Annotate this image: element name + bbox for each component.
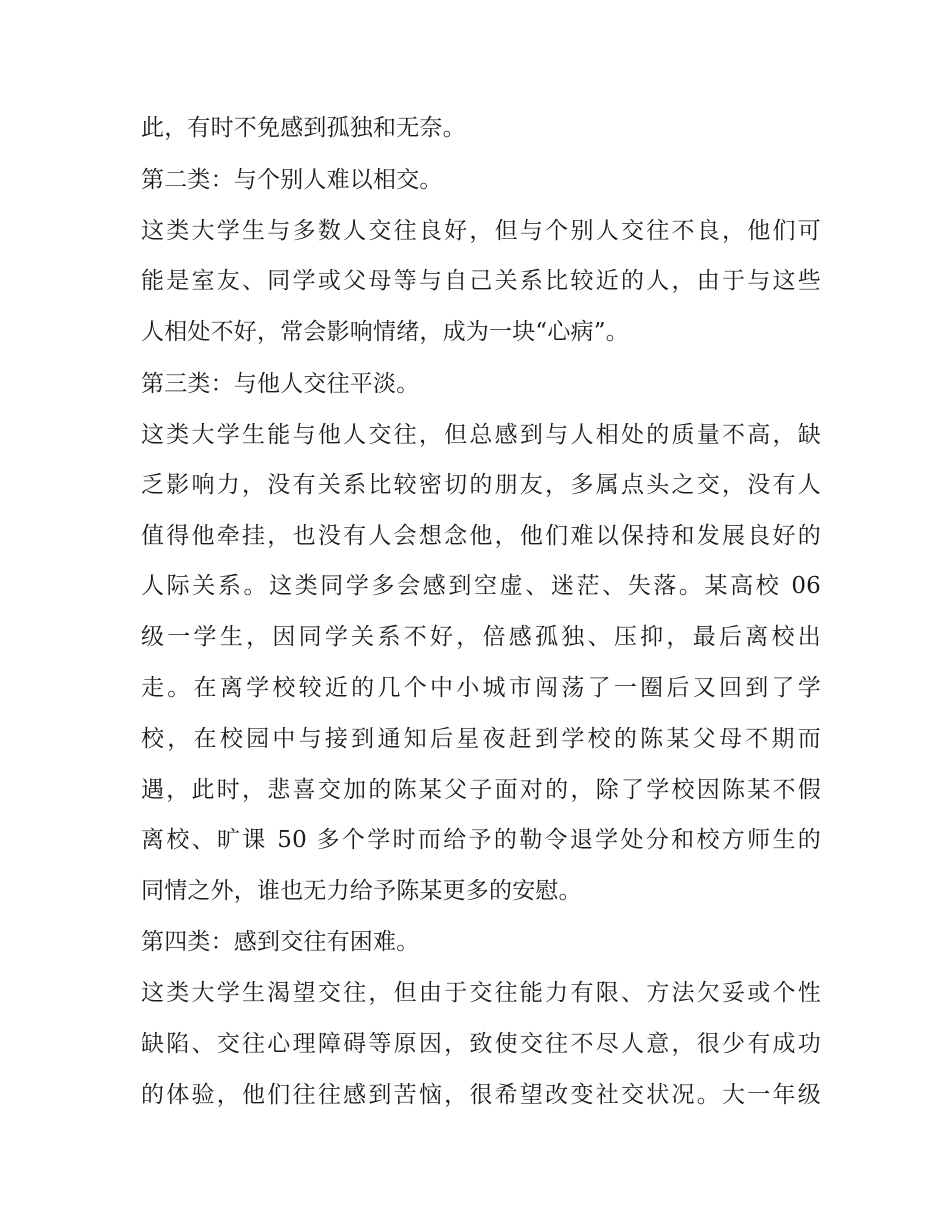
text-line: 人际关系。这类同学多会感到空虚、迷茫、失落。某高校 06	[141, 573, 821, 599]
text-line: 乏影响力，没有关系比较密切的朋友，多属点头之交，没有人	[141, 472, 821, 498]
text-line: 校，在校园中与接到通知后星夜赶到学校的陈某父母不期而	[141, 726, 821, 752]
text-line: 的体验，他们往往感到苦恼，很希望改变社交状况。大一年级	[141, 1082, 821, 1108]
text-line: 缺陷、交往心理障碍等原因，致使交往不尽人意，很少有成功	[141, 1031, 821, 1057]
text-line: 这类大学生渴望交往，但由于交往能力有限、方法欠妥或个性	[141, 980, 821, 1006]
text-line: 这类大学生能与他人交往，但总感到与人相处的质量不高，缺	[141, 422, 821, 448]
text-line: 人相处不好，常会影响情绪，成为一块“心病”。	[141, 319, 629, 345]
section-heading: 第三类：与他人交往平淡。	[141, 371, 420, 397]
text-line: 级一学生，因同学关系不好，倍感孤独、压抑，最后离校出	[141, 624, 821, 650]
text-line: 能是室友、同学或父母等与自己关系比较近的人，由于与这些	[141, 268, 821, 294]
text-line: 这类大学生与多数人交往良好，但与个别人交往不良，他们可	[141, 218, 821, 244]
text-line: 遇，此时，悲喜交加的陈某父子面对的，除了学校因陈某不假	[141, 777, 821, 803]
text-line: 离校、旷课 50 多个学时而给予的勒令退学处分和校方师生的	[141, 827, 821, 853]
text-line: 走。在离学校较近的几个中小城市闯荡了一圈后又回到了学	[141, 675, 821, 701]
text-line: 同情之外，谁也无力给予陈某更多的安慰。	[141, 878, 582, 904]
section-heading: 第四类：感到交往有困难。	[141, 929, 420, 955]
text-line: 值得他牵挂，也没有人会想念他，他们难以保持和发展良好的	[141, 523, 821, 549]
text-line: 此，有时不免感到孤独和无奈。	[141, 115, 466, 141]
section-heading: 第二类：与个别人难以相交。	[141, 167, 443, 193]
